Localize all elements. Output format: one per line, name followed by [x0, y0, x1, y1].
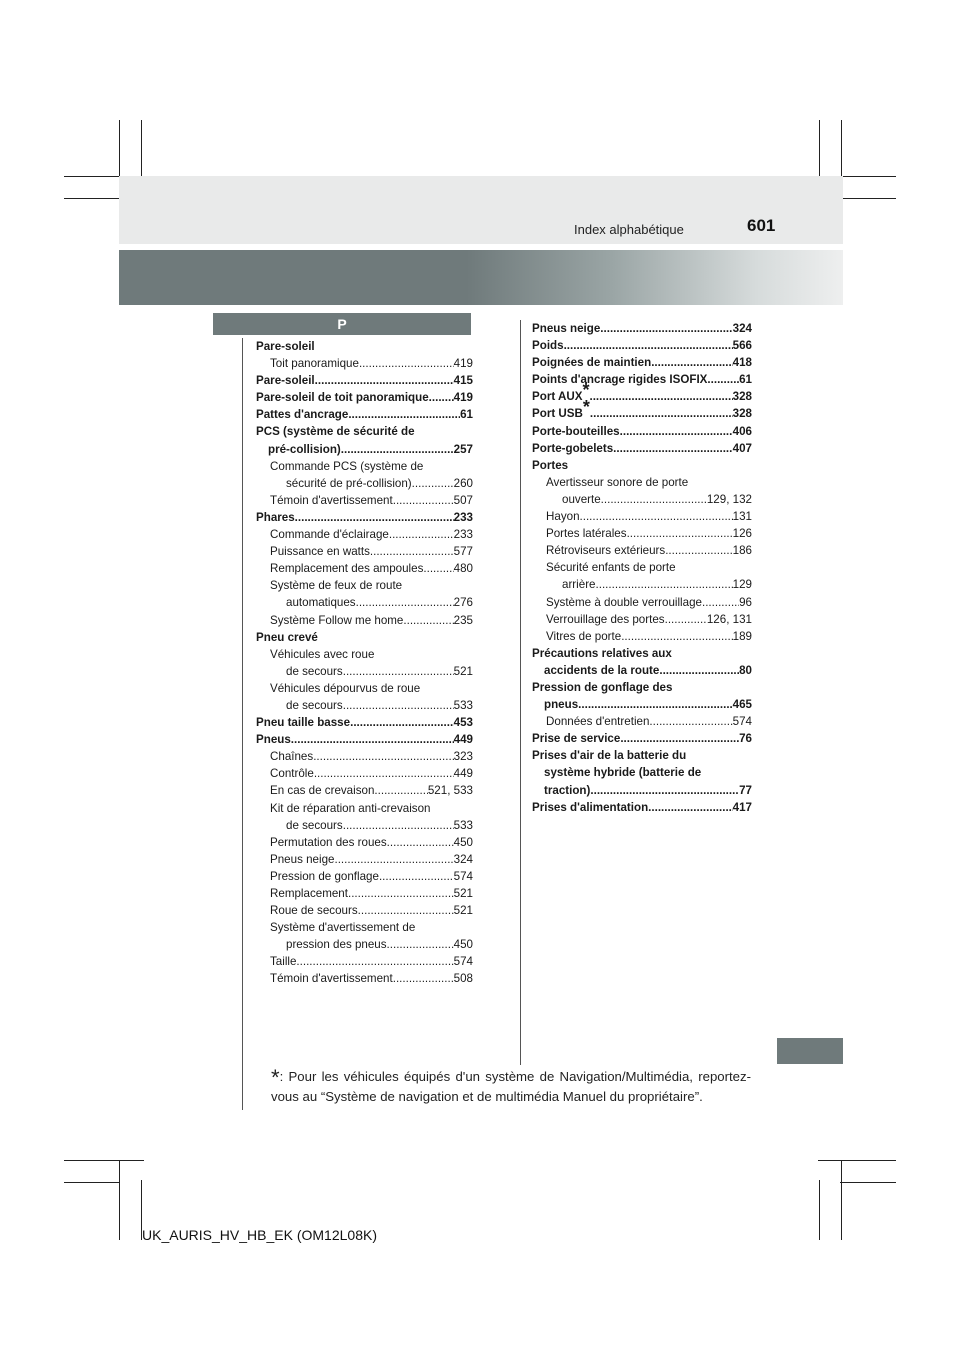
dot-leader [296, 953, 453, 970]
index-entry-term: pré-collision) [268, 442, 341, 456]
index-entry-term: Véhicules avec roue [270, 647, 375, 661]
page-reference: 257 [453, 442, 473, 456]
dot-leader [370, 543, 454, 560]
crop-mark [64, 1182, 120, 1183]
dot-leader [564, 337, 733, 354]
dot-leader [601, 491, 707, 508]
page-reference: 235 [453, 613, 473, 627]
dot-leader [590, 782, 739, 799]
index-entry [270, 782, 473, 799]
index-entry-term: Kit de réparation anti-crevaison [270, 801, 431, 815]
index-entry-term: pneus [544, 698, 579, 712]
index-entry [270, 458, 473, 475]
dot-leader [387, 936, 454, 953]
page-reference: 566 [732, 339, 752, 353]
index-entry-term: sécurité de pré-collision) [286, 476, 412, 490]
index-entry-term: Vitres de porte [546, 629, 622, 643]
index-entry [562, 576, 752, 593]
dot-leader [387, 834, 454, 851]
dot-leader [341, 441, 454, 458]
index-entry-term: pression des pneus [286, 938, 387, 952]
page-reference: 418 [732, 356, 752, 370]
dot-leader [702, 594, 739, 611]
dot-leader [620, 730, 739, 747]
index-entry [562, 491, 752, 508]
page-reference: 324 [453, 852, 473, 866]
index-entry-term: Permutation des roues [270, 835, 387, 849]
index-entry-term: Rétroviseurs extérieurs [546, 544, 666, 558]
column-divider-middle [520, 320, 521, 1065]
index-entry-term: Porte-gobelets [532, 441, 614, 455]
index-entry-term: Poignées de maintien [532, 356, 652, 370]
page-reference: 533 [453, 818, 473, 832]
page-reference: 260 [453, 476, 473, 490]
index-entry [270, 492, 473, 509]
index-entry-term: Portes [532, 458, 569, 472]
index-entry [546, 559, 752, 576]
index-entry-term: Commande d'éclairage [270, 528, 389, 542]
page-reference: 96 [739, 595, 752, 609]
index-entry [546, 628, 752, 645]
index-entry [256, 731, 473, 748]
index-entry-term: Contrôle [270, 767, 314, 781]
dot-leader [707, 371, 739, 388]
index-entry [546, 713, 752, 730]
page-reference: 453 [453, 716, 473, 730]
index-entry-term: Verrouillage des portes [546, 612, 665, 626]
index-entry [270, 885, 473, 902]
index-entry [546, 594, 752, 611]
index-entry-term: Phares [256, 510, 295, 524]
index-entry [546, 474, 752, 491]
dot-leader [665, 611, 707, 628]
page-title: Index alphabétique [574, 222, 684, 237]
dot-leader [374, 782, 427, 799]
dot-leader [403, 612, 453, 629]
dot-leader [651, 354, 732, 371]
index-entry-term: Toit panoramique [270, 357, 359, 371]
model-code: UK_AURIS_HV_HB_EK (OM12L08K) [142, 1227, 377, 1243]
page-reference: 233 [453, 528, 473, 542]
index-entry-term: Pare-soleil de toit panoramique [256, 391, 429, 405]
index-entry-term: Pneus neige [532, 322, 601, 335]
index-entry-term: Pneus [256, 733, 291, 747]
index-entry-term: Prises d'air de la batterie du [532, 749, 687, 763]
index-entry-term: Taille [270, 955, 297, 969]
index-entry [270, 543, 473, 560]
page-reference: 189 [732, 629, 752, 643]
chapter-tab [777, 1038, 843, 1064]
index-entry [532, 354, 752, 371]
dot-leader [314, 765, 454, 782]
page-reference: 323 [453, 750, 473, 764]
index-entry-term: PCS (système de sécurité de [256, 425, 415, 439]
index-entry-term: Véhicules dépourvus de roue [270, 681, 421, 695]
index-entry [546, 525, 752, 542]
page-reference: 417 [732, 800, 752, 814]
index-entry-term: Hayon [546, 510, 580, 524]
index-entry-term: Pneus neige [270, 852, 335, 866]
index-entry [270, 680, 473, 697]
index-entry [270, 953, 473, 970]
dot-leader [379, 868, 454, 885]
index-entry [532, 320, 752, 337]
page-reference: 129, 132 [706, 492, 752, 506]
index-entry [546, 508, 752, 525]
index-entry-term: Témoin d'avertissement [270, 972, 393, 986]
index-entry-term: Chaînes [270, 750, 314, 764]
index-entry-term: Pneu taille basse [256, 716, 351, 730]
dot-leader [315, 372, 454, 389]
page-reference: 126, 131 [706, 612, 752, 626]
index-entry [270, 970, 473, 987]
page-reference: 61 [739, 373, 752, 387]
page-reference: 407 [732, 441, 752, 455]
index-entry-term: Pare-soleil [256, 340, 315, 353]
dot-leader [313, 748, 453, 765]
section-letter-heading: P [213, 313, 471, 335]
index-entry [532, 730, 752, 747]
dot-leader [621, 628, 732, 645]
index-column-left [256, 338, 473, 988]
index-entry [532, 747, 752, 764]
page-reference: 233 [453, 510, 473, 524]
dot-leader [343, 817, 454, 834]
crop-mark [64, 1160, 144, 1161]
index-entry [270, 902, 473, 919]
index-entry [256, 509, 473, 526]
dot-leader [648, 799, 733, 816]
index-entry-term: Poids [532, 339, 564, 353]
index-entry-term: Système d'avertissement de [270, 921, 416, 935]
page-reference: 126 [732, 527, 752, 541]
index-entry-term: Pneu crevé [256, 630, 318, 644]
page-reference: 521, 533 [427, 784, 473, 798]
page-reference: 77 [739, 783, 752, 797]
dot-leader [348, 885, 454, 902]
page-reference: 533 [453, 698, 473, 712]
index-entry-term: Précautions relatives aux [532, 646, 672, 660]
dot-leader [596, 576, 733, 593]
crop-mark [841, 1160, 842, 1240]
dot-leader [600, 320, 732, 337]
index-entry-term: Roue de secours [270, 904, 358, 918]
dot-leader [343, 697, 454, 714]
index-entry-term: Témoin d'avertissement [270, 493, 393, 507]
index-entry [286, 594, 473, 611]
index-entry-term: Portes latérales [546, 527, 627, 541]
footnote [271, 1067, 751, 1107]
index-entry [270, 526, 473, 543]
dot-leader [590, 405, 733, 422]
index-entry-term: Remplacement [270, 887, 348, 900]
crop-mark [819, 1180, 820, 1240]
page-reference: 419 [453, 357, 473, 371]
page-reference: 521 [453, 664, 473, 678]
page-reference: 61 [460, 408, 473, 422]
index-entry-term: En cas de crevaison [270, 784, 375, 798]
index-entry [544, 696, 752, 713]
index-entry-term: Sécurité enfants de porte [546, 561, 676, 575]
index-entry [270, 646, 473, 663]
index-entry [268, 441, 473, 458]
index-entry [532, 423, 752, 440]
page-reference: 450 [453, 835, 473, 849]
index-entry-term: arrière [562, 578, 596, 592]
index-entry-term: Remplacement des ampoules [270, 562, 424, 576]
index-entry [546, 611, 752, 628]
index-entry [270, 851, 473, 868]
index-entry [256, 389, 473, 406]
page-reference: 521 [453, 904, 473, 918]
crop-mark [840, 1182, 896, 1183]
page-reference: 577 [453, 545, 473, 559]
page-reference: 574 [453, 869, 473, 883]
index-entry [256, 338, 473, 355]
index-entry-term: Puissance en watts [270, 545, 370, 559]
index-entry [256, 372, 473, 389]
crop-mark [818, 1160, 896, 1161]
dot-leader [578, 696, 733, 713]
dot-leader [659, 662, 739, 679]
index-entry [270, 800, 473, 817]
page-reference: 508 [453, 972, 473, 986]
dot-leader [334, 851, 453, 868]
index-entry [256, 406, 473, 423]
index-entry-term: Pression de gonflage des [532, 680, 673, 694]
page-reference: 574 [732, 715, 752, 729]
dot-leader [295, 509, 454, 526]
dot-leader [429, 389, 454, 406]
index-entry-term: Prise de service [532, 732, 621, 746]
dot-leader [589, 388, 732, 405]
dot-leader [359, 355, 454, 372]
index-entry-term: Données d'entretien [546, 715, 650, 729]
dot-leader [423, 560, 453, 577]
page-reference: 449 [453, 733, 473, 747]
index-entry-term: traction) [544, 783, 591, 797]
header-band [119, 176, 843, 244]
page-reference: 465 [732, 698, 752, 712]
index-entry [532, 337, 752, 354]
dot-leader [649, 713, 732, 730]
dot-leader [412, 475, 454, 492]
index-entry [546, 542, 752, 559]
page-reference: 406 [732, 424, 752, 438]
index-entry [270, 612, 473, 629]
page-reference: 80 [739, 663, 752, 677]
page-reference: 480 [453, 562, 473, 576]
index-entry [532, 799, 752, 816]
index-entry [532, 371, 752, 388]
index-entry [544, 662, 752, 679]
index-entry [270, 560, 473, 577]
decorative-gradient-band [119, 250, 843, 305]
index-column-right [532, 320, 752, 816]
page-reference: 574 [453, 955, 473, 969]
index-entry-term: Système à double verrouillage [546, 595, 702, 609]
index-entry-term: Prises d'alimentation [532, 800, 649, 814]
dot-leader [389, 526, 454, 543]
index-entry-term: automatiques [286, 596, 356, 610]
page-reference: 419 [453, 391, 473, 405]
index-entry-term: de secours [286, 698, 343, 712]
index-entry [286, 663, 473, 680]
index-entry-term: Avertisseur sonore de porte [546, 475, 689, 489]
dot-leader [393, 492, 454, 509]
index-entry [544, 764, 752, 781]
page-reference: 507 [453, 493, 473, 507]
dot-leader [348, 406, 460, 423]
crop-mark [119, 1160, 120, 1240]
index-entry [270, 748, 473, 765]
dot-leader [291, 731, 454, 748]
dot-leader [580, 508, 733, 525]
index-entry-term: système hybride (batterie de [544, 766, 702, 780]
page-reference: 76 [739, 732, 752, 746]
footnote-text: : Pour les véhicules équipés d'un système de Navigation/Multimédia, reportez-vous au “Système de navigation et de multimédia Manuel du propriétaire”. [271, 1069, 751, 1104]
index-entry [286, 697, 473, 714]
index-entry-term: Pare-soleil [256, 374, 315, 388]
index-entry [270, 834, 473, 851]
index-entry-term: Système Follow me home [270, 613, 404, 627]
dot-leader [665, 542, 732, 559]
index-entry-term: de secours [286, 818, 343, 832]
index-entry [532, 679, 752, 696]
dot-leader [613, 440, 732, 457]
index-entry [532, 440, 752, 457]
index-entry [532, 645, 752, 662]
dot-leader [350, 714, 454, 731]
index-entry [270, 868, 473, 885]
index-entry [270, 355, 473, 372]
dot-leader [358, 902, 454, 919]
dot-leader [343, 663, 454, 680]
page-reference: 131 [732, 510, 752, 524]
page-reference: 450 [453, 938, 473, 952]
page-reference: 328 [732, 390, 752, 404]
dot-leader [356, 594, 454, 611]
index-entry [286, 817, 473, 834]
index-entry-term: Points d'ancrage rigides ISOFIX [532, 373, 708, 387]
index-entry [270, 919, 473, 936]
index-entry [270, 765, 473, 782]
index-entry-term: Pattes d'ancrage [256, 408, 349, 422]
page-number: 601 [747, 216, 776, 235]
index-entry-term: Port AUX [532, 390, 583, 404]
index-entry [256, 714, 473, 731]
page-reference: 415 [453, 374, 473, 388]
index-entry-term: Commande PCS (système de [270, 459, 424, 473]
index-entry-term: de secours [286, 664, 343, 678]
dot-leader [627, 525, 733, 542]
index-entry-term: ouverte [562, 492, 601, 506]
index-entry-term: accidents de la route [544, 663, 660, 677]
index-entry [286, 475, 473, 492]
index-entry [256, 423, 473, 440]
dot-leader [393, 970, 454, 987]
page-reference: 129 [732, 578, 752, 592]
index-entry [256, 629, 473, 646]
index-entry [286, 936, 473, 953]
footnote-marker: * [271, 1065, 280, 1090]
footnote-reference-marker: * [582, 397, 590, 418]
page-reference: 328 [732, 407, 752, 421]
page-reference: 186 [732, 544, 752, 558]
page-reference: 449 [453, 767, 473, 781]
page-reference: 521 [453, 887, 473, 900]
index-entry-term: Pression de gonflage [270, 869, 379, 883]
index-entry [532, 457, 752, 474]
dot-leader [620, 423, 733, 440]
page-reference: 324 [732, 322, 752, 335]
index-entry [544, 782, 752, 799]
index-entry-term: Système de feux de route [270, 579, 403, 593]
index-entry-term: Porte-bouteilles [532, 424, 620, 438]
column-divider-left [242, 338, 243, 1110]
page-reference: 276 [453, 596, 473, 610]
index-entry-term: Port USB [532, 407, 583, 421]
footnote-reference-marker: * [582, 380, 590, 401]
index-entry [270, 577, 473, 594]
